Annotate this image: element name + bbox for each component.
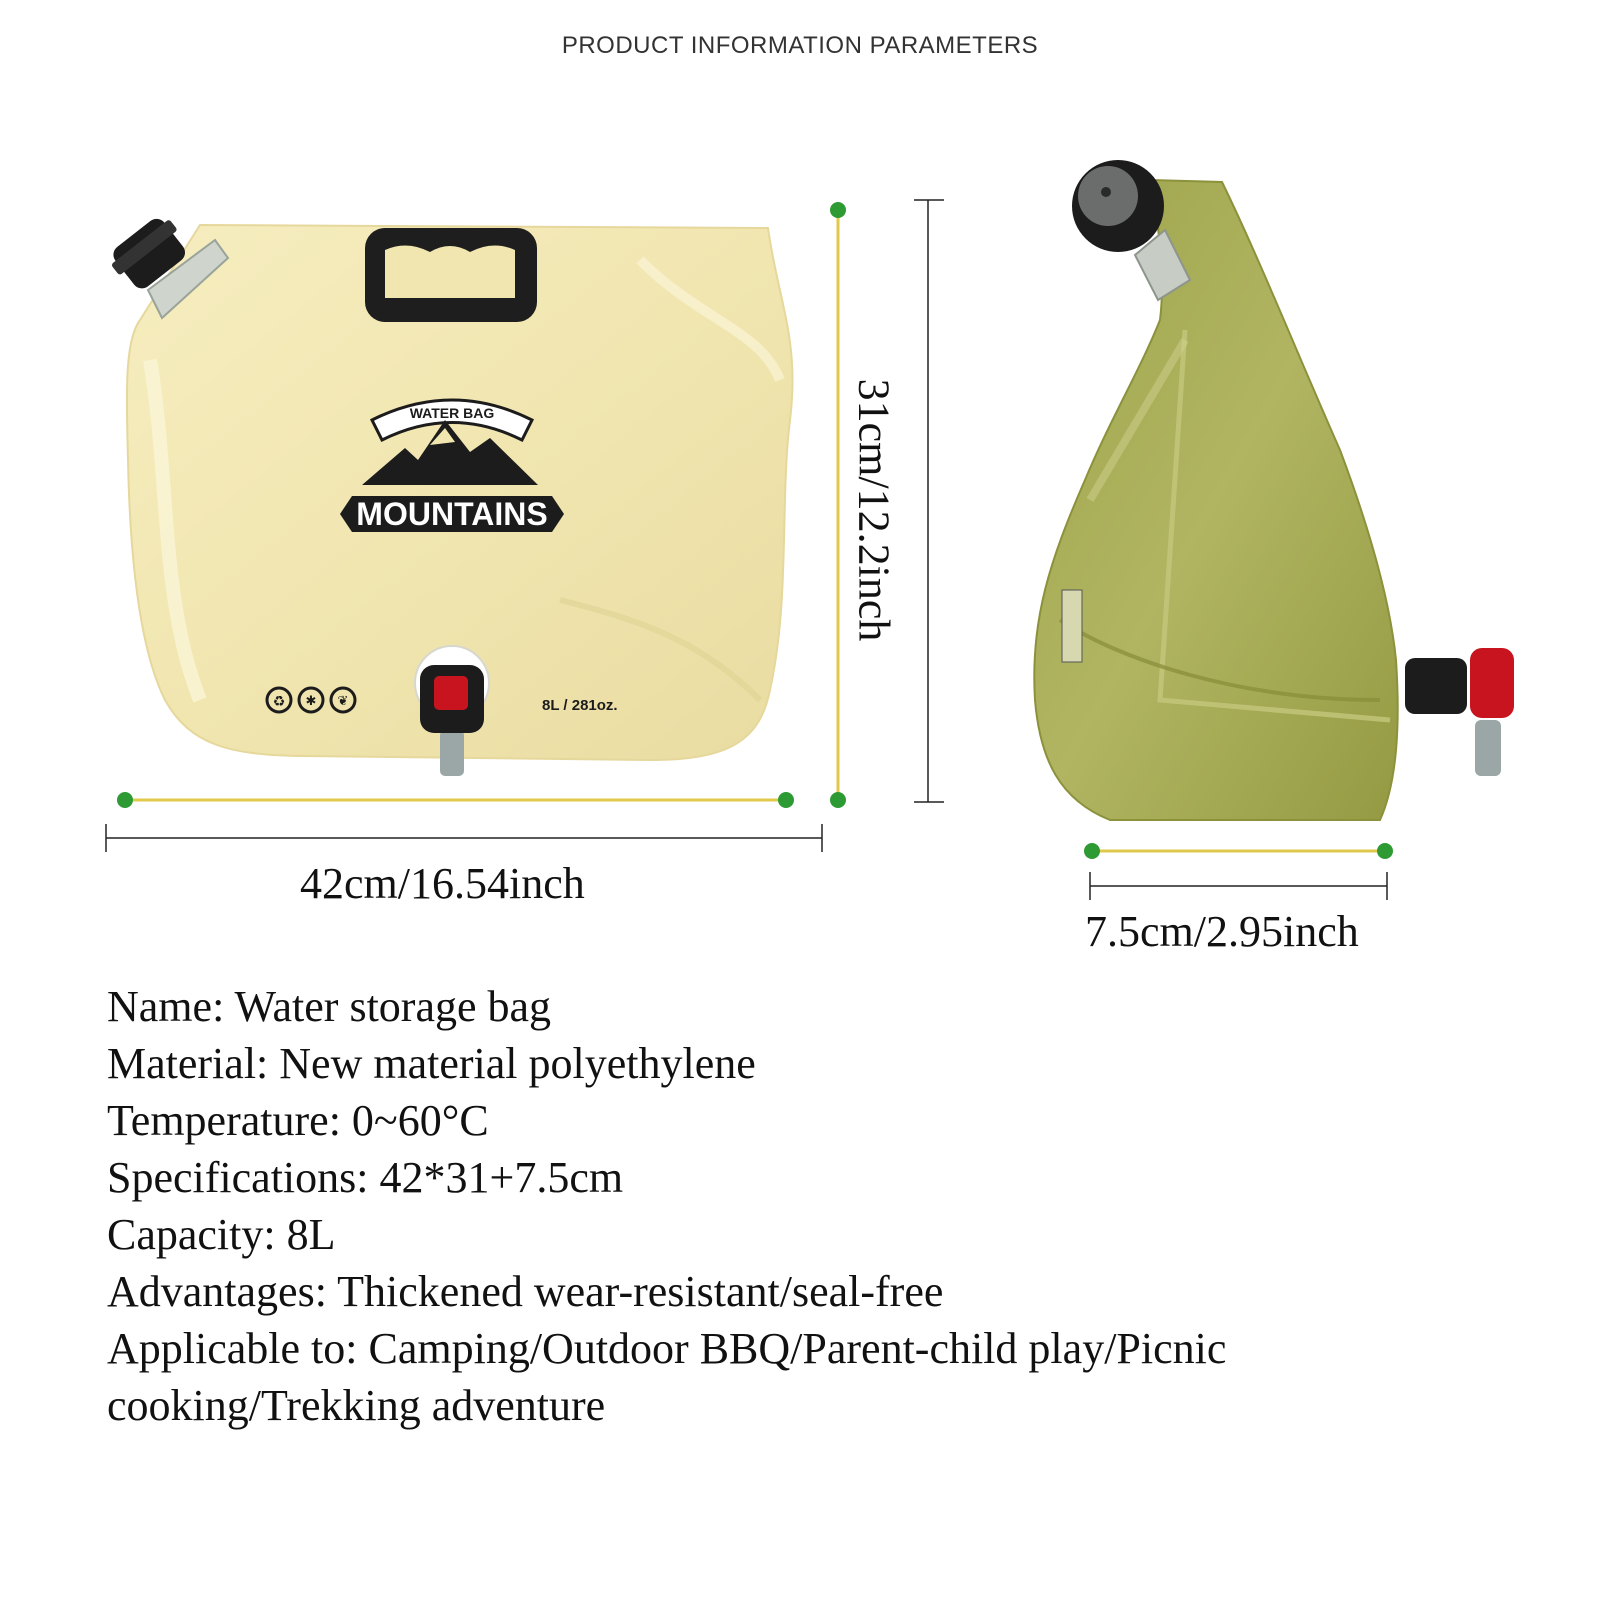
front-bag	[109, 215, 792, 776]
logo-text: MOUNTAINS	[356, 496, 548, 532]
depth-measure	[1084, 843, 1393, 900]
depth-dimension-label: 7.5cm/2.95inch	[1085, 907, 1359, 956]
capacity-label: 8L / 281oz.	[542, 697, 618, 714]
height-dimension-label: 31cm/12.2inch	[849, 378, 899, 642]
spec-value: New material polyethylene	[279, 1039, 756, 1088]
spec-label: Material	[107, 1039, 257, 1088]
spec-line-capacity: Capacity: 8L	[107, 1210, 336, 1259]
spec-value: 0~60°C	[351, 1096, 489, 1145]
spec-value: Thickened wear-resistant/seal-free	[337, 1267, 944, 1316]
width-measure	[106, 792, 822, 852]
spec-line-temperature: Temperature: 0~60°C	[107, 1096, 489, 1145]
spec-label: Temperature	[107, 1096, 329, 1145]
spec-label: Capacity	[107, 1210, 264, 1259]
spec-label: Advantages	[107, 1267, 315, 1316]
logo-arc-text: WATER BAG	[409, 405, 495, 421]
svg-text:✱: ✱	[305, 694, 317, 709]
svg-text:♻: ♻	[272, 694, 286, 710]
svg-text:❦: ❦	[337, 694, 349, 709]
spec-line-applicable: Applicable to: Camping/Outdoor BBQ/Parent-child play/Picnic cooking/Trekking adventure	[107, 1324, 1227, 1430]
spec-line-advantages: Advantages: Thickened wear-resistant/seal-free	[107, 1267, 944, 1316]
handle-icon	[365, 228, 537, 322]
side-bag-body	[1034, 180, 1397, 820]
width-dimension-label: 42cm/16.54inch	[300, 859, 585, 908]
spec-value: 42*31+7.5cm	[379, 1153, 624, 1202]
spec-label: Applicable to	[107, 1324, 346, 1373]
spec-line-name: Name: Water storage bag	[107, 982, 552, 1031]
spec-label: Specifications	[107, 1153, 357, 1202]
spec-list	[107, 978, 1547, 1434]
spec-value: 8L	[286, 1210, 336, 1259]
side-tap-icon	[1405, 648, 1514, 776]
page-title: PRODUCT INFORMATION PARAMETERS	[561, 32, 1039, 59]
spec-line-material: Material: New material polyethylene	[107, 1039, 756, 1088]
barcode-icon	[1062, 590, 1082, 662]
spec-value: Water storage bag	[234, 982, 552, 1031]
spec-line-specifications: Specifications: 42*31+7.5cm	[107, 1153, 624, 1202]
spec-value: Camping/Outdoor BBQ/Parent-child play/Picnic cooking/Trekking adventure	[107, 1324, 1227, 1430]
side-bag	[1034, 160, 1514, 820]
spec-label: Name	[107, 982, 213, 1031]
